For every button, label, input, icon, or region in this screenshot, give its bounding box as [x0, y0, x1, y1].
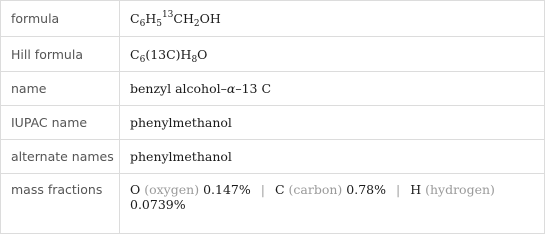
formula-isotope-superscript: 13: [161, 10, 174, 20]
mass-fraction-separator-2: |: [395, 182, 401, 197]
mass-fraction-h-value: 0.0739%: [130, 197, 186, 212]
formula-c-subscript: 6: [139, 19, 146, 29]
formula-h-subscript: 5: [156, 19, 162, 29]
hill-c-subscript: 6: [139, 54, 146, 65]
hill-c: C: [130, 46, 140, 62]
mass-fraction-c-symbol: C: [274, 182, 285, 197]
mass-fraction-o-symbol: O: [130, 182, 141, 197]
row-hill-formula: [1, 37, 545, 72]
formula-ch-subscript: 2: [193, 19, 200, 29]
row-name: [1, 72, 545, 106]
row-mass-fractions: [1, 174, 545, 234]
hill-o: O: [197, 46, 208, 62]
hill-mid: (13C)H: [145, 46, 192, 62]
alternate-names-label: alternate names: [1, 140, 120, 174]
hill-formula-label: Hill formula: [1, 37, 120, 72]
iupac-name-value: phenylmethanol: [120, 106, 545, 140]
formula-value: [120, 1, 545, 37]
hill-formula-value: [120, 37, 545, 72]
row-formula: [1, 1, 545, 37]
mass-fraction-separator-1: |: [260, 182, 265, 197]
mass-fraction-c-element: (carbon): [288, 182, 343, 197]
mass-fraction-h-symbol: H: [410, 182, 422, 197]
mass-fraction-o-element: (oxygen): [144, 182, 200, 197]
name-alpha: α: [226, 81, 236, 96]
row-iupac-name: [1, 106, 545, 140]
name-label: name: [1, 72, 120, 106]
iupac-name-label: IUPAC name: [1, 106, 120, 140]
mass-fractions-value: [120, 174, 545, 234]
name-post: –13 C: [235, 81, 272, 96]
name-pre: benzyl alcohol–: [130, 81, 227, 96]
name-value: [120, 72, 545, 106]
mass-fraction-c-value: 0.78%: [346, 182, 386, 197]
mass-fractions-label: mass fractions: [1, 174, 120, 234]
alternate-names-value: phenylmethanol: [120, 140, 545, 174]
mass-fraction-h-element: (hydrogen): [425, 182, 495, 197]
mass-fraction-o-value: 0.147%: [203, 182, 251, 197]
formula-h: H: [145, 11, 157, 26]
formula-c: C: [130, 11, 140, 26]
hill-h-subscript: 8: [191, 54, 198, 65]
formula-label: formula: [1, 1, 120, 37]
row-alternate-names: [1, 140, 545, 174]
formula-ch: CH: [173, 11, 194, 26]
formula-oh: OH: [199, 11, 221, 26]
